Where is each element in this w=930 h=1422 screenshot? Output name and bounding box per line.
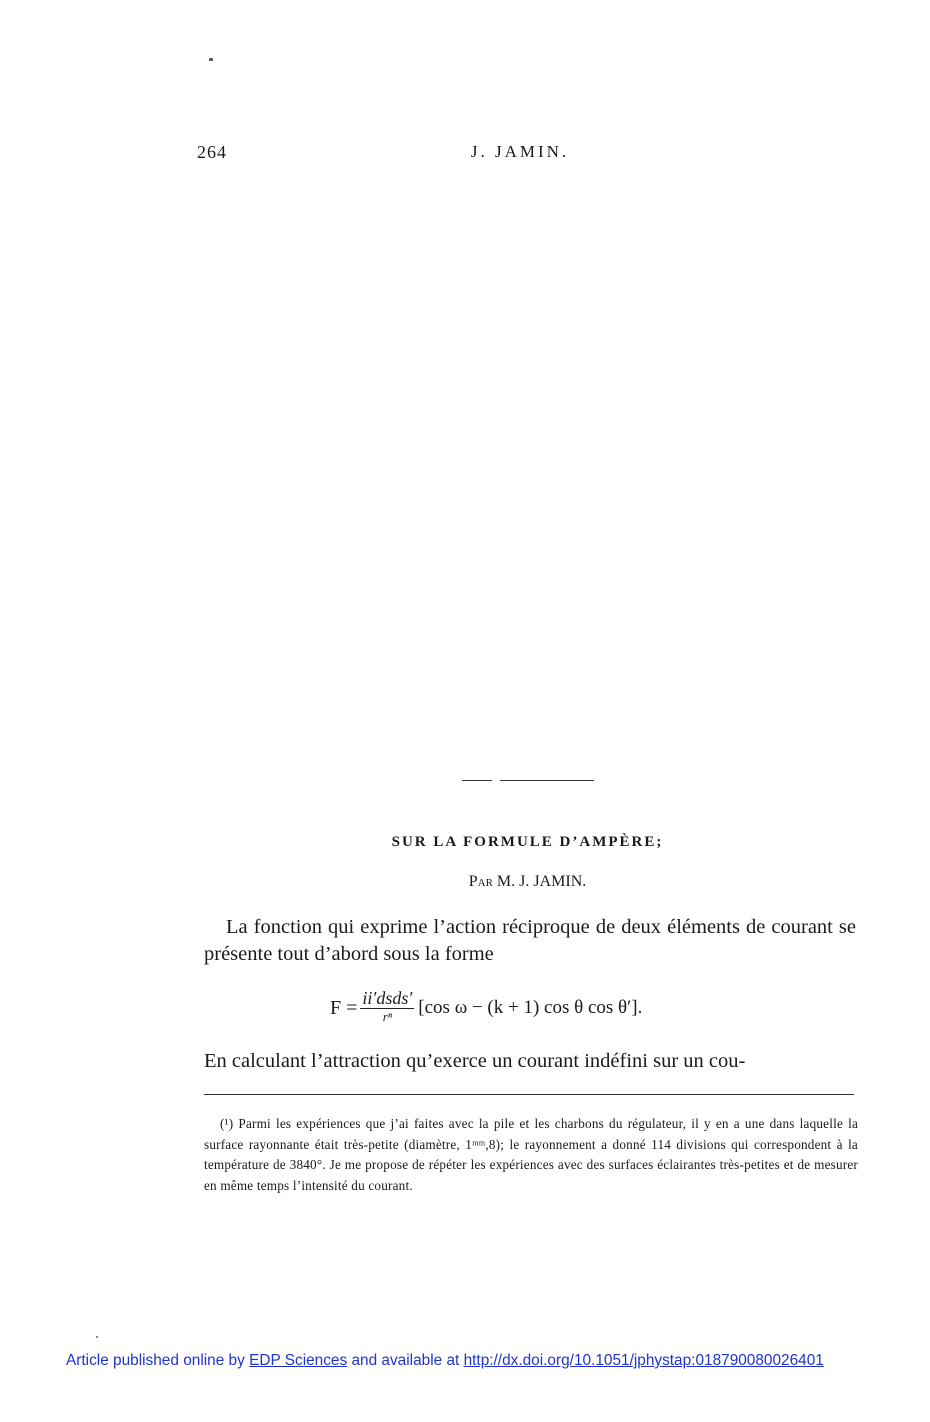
byline-name: M. J. JAMIN. xyxy=(496,873,587,890)
scan-speck xyxy=(209,58,213,61)
ampere-formula xyxy=(330,986,642,1030)
formula-fraction xyxy=(360,988,414,1025)
footnote-rule xyxy=(204,1094,854,1095)
doi-link[interactable]: http://dx.doi.org/10.1051/jphystap:018790080026401 xyxy=(463,1352,824,1369)
formula-numerator: ii′dsds′ xyxy=(362,987,413,1008)
formula-bracket: [cos ω − (k + 1) cos θ cos θ′]. xyxy=(418,997,643,1018)
publisher-link[interactable]: EDP Sciences xyxy=(249,1352,348,1369)
paragraph-1: La fonction qui exprime l’action réciproque de deux éléments de courant se présente tout d’abord sous la forme xyxy=(204,916,856,965)
running-head: J. JAMIN. xyxy=(470,142,570,161)
footnote: (¹) Parmi les expériences que j’ai faites avec la pile et les charbons du régulateur, il y en a une dans laquelle la surface rayonnante était très-petite (diamètre, 1ᵐᵐ,8); le rayonnement a donné 114 divisions qui correspondent à la température de 3840°. Je me propose de répéter les expériences avec des surfaces éclairantes très-petites et de mesurer en même temps l’intensité du courant. xyxy=(204,1116,858,1193)
page-number: 264 xyxy=(197,142,227,162)
article-title: SUR LA FORMULE D’AMPÈRE; xyxy=(391,834,664,850)
paragraph-2: En calculant l’attraction qu’exerce un courant indéfini sur un cou- xyxy=(204,1050,746,1072)
scan-speck-2 xyxy=(96,1336,98,1338)
footer-prefix: Article published online by xyxy=(66,1352,245,1369)
publisher-footer xyxy=(66,1352,824,1370)
byline-prefix: Par xyxy=(468,873,493,890)
section-separator xyxy=(462,780,594,781)
footer-middle: and available at xyxy=(351,1352,460,1369)
formula-lhs: F = xyxy=(330,996,358,1019)
byline xyxy=(200,873,855,891)
formula-denominator: rⁿ xyxy=(382,1008,392,1024)
